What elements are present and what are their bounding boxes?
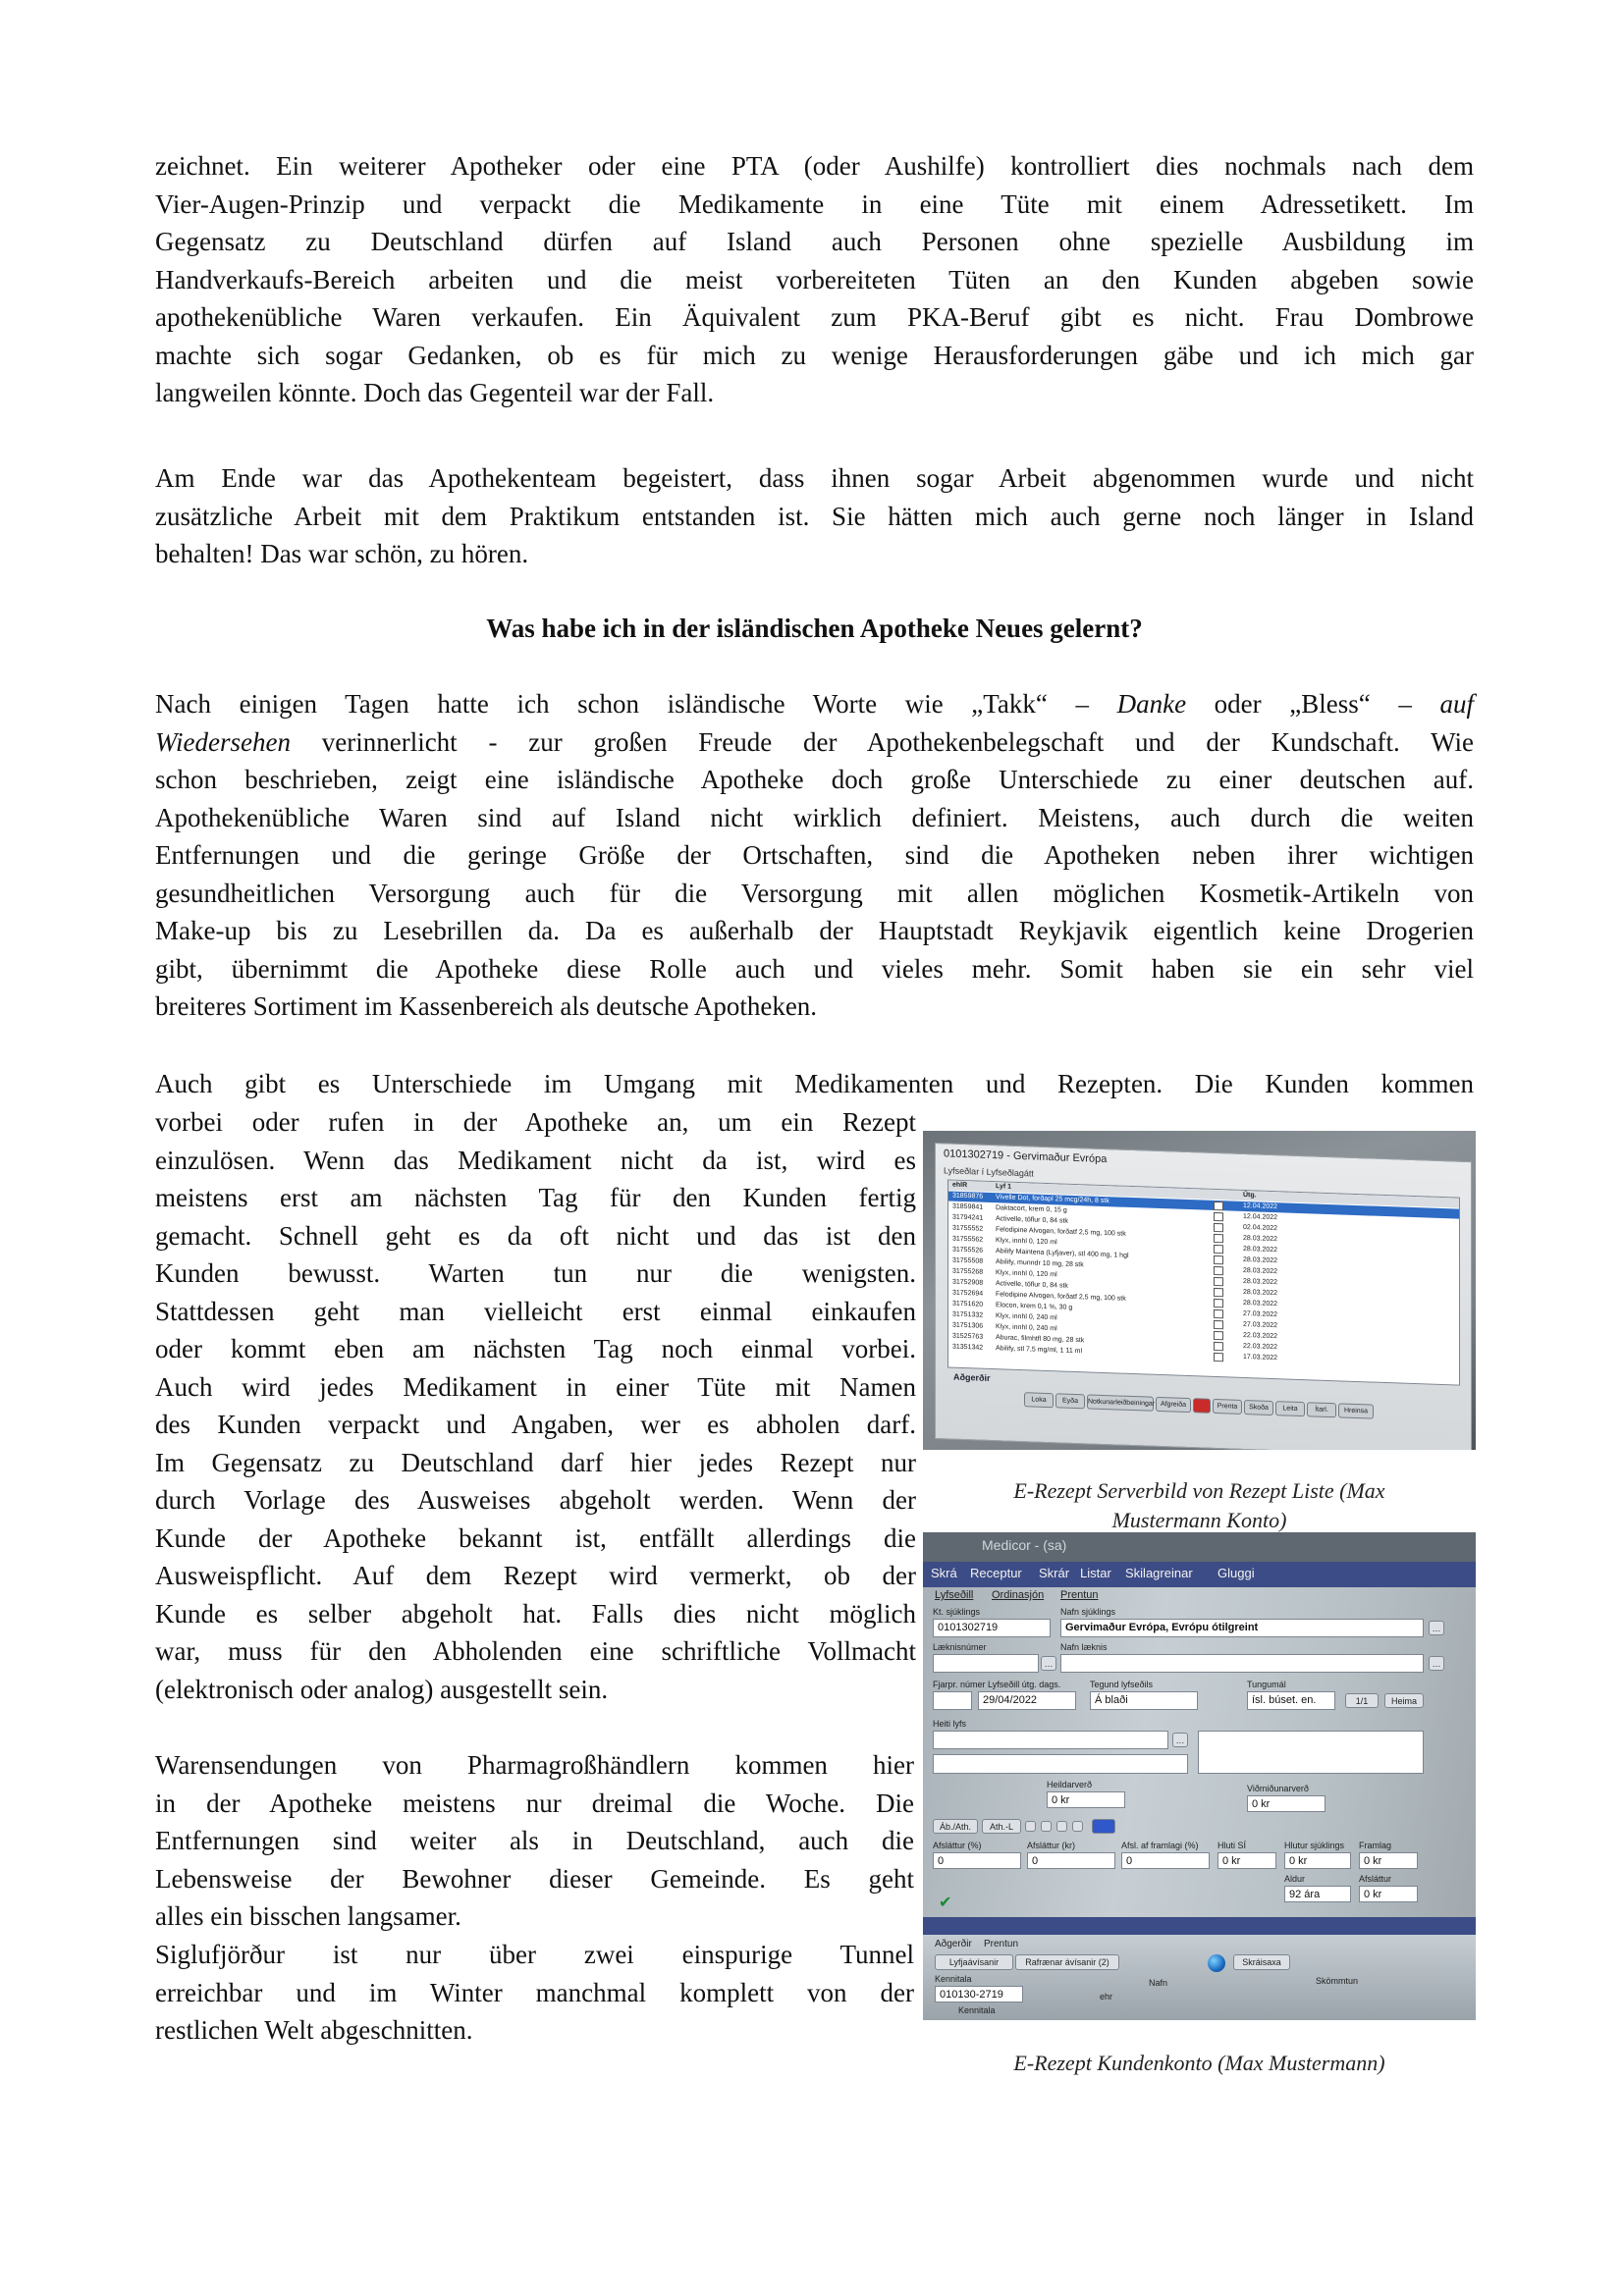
text-line: meistens erst am nächsten Tag für den Kunden fertig — [155, 1183, 916, 1212]
prescription-id: 31752908 — [952, 1278, 984, 1287]
emphasis-text: Danke — [1116, 689, 1187, 719]
drug-name: Abilify, munndr 10 mg, 28 stk — [996, 1258, 1084, 1269]
issue-date: 28.03.2022 — [1243, 1234, 1278, 1244]
section-heading: Was habe ich in der isländischen Apotheke Neues gelernt? — [486, 614, 1143, 643]
text-line: Kunden bewusst. Warten tun nur die wenigsten. — [155, 1258, 916, 1288]
emphasis-text: Wiedersehen — [155, 726, 291, 757]
row-checkbox[interactable] — [1214, 1277, 1223, 1286]
drug-name: Klyx, innhl 0, 120 ml — [996, 1237, 1057, 1247]
more-button[interactable]: … — [1429, 1656, 1444, 1671]
issue-date: 27.03.2022 — [1243, 1309, 1278, 1319]
tab-ordinasjon[interactable]: Ordinasjón — [992, 1589, 1045, 1601]
checkbox[interactable] — [1025, 1821, 1036, 1832]
issue-date: 22.03.2022 — [1243, 1331, 1278, 1341]
emphasis-text: auf — [1439, 689, 1475, 719]
caption-line: Mustermann Konto) — [1111, 1508, 1287, 1532]
menu-item[interactable]: Listar — [1080, 1566, 1111, 1580]
photo-caption-1 — [923, 1476, 1476, 1535]
field-label: Heildarverð — [1047, 1780, 1093, 1789]
text-line: schon beschrieben, zeigt eine isländische Apotheke doch große Unterschiede zu einer deutschen auf. — [155, 765, 1474, 794]
row-checkbox[interactable] — [1214, 1212, 1223, 1221]
prescription-id: 31755526 — [952, 1246, 984, 1255]
field-label: Tegund lyfseðils — [1090, 1680, 1154, 1689]
text-line: Lebensweise der Bewohner dieser Gemeinde. Es geht — [155, 1863, 914, 1894]
drug-name: Klyx, innhl 0, 120 ml — [996, 1269, 1057, 1279]
field-label: Fjarpr. númer Lyfseðill útg. dags. — [933, 1680, 1061, 1689]
page-indicator: 1/1 — [1345, 1693, 1379, 1708]
action-button[interactable]: Eyða — [1055, 1393, 1085, 1409]
tab-lyfsedill[interactable]: Lyfseðill — [935, 1589, 974, 1601]
column-header: Lyf 1 — [996, 1183, 1012, 1191]
field-label: Nafn sjúklings — [1060, 1607, 1116, 1617]
drug-name: Klyx, innhl 0, 240 ml — [996, 1312, 1057, 1322]
column-header: Útg. — [1243, 1191, 1257, 1200]
patient-share-field: 0 kr — [1284, 1852, 1351, 1869]
field-label: Viðmiðunarverð — [1247, 1784, 1309, 1793]
row-checkbox[interactable] — [1214, 1266, 1223, 1275]
field-label: Nafn læknis — [1060, 1642, 1108, 1652]
text-line — [155, 685, 1474, 723]
checkbox[interactable] — [1041, 1821, 1052, 1832]
text-line: Make-up bis zu Lesebrillen da. Da es außerhalb der Hauptstadt Reykjavik eigentlich keine Drogerien — [155, 916, 1474, 945]
text-line: Apothekenübliche Waren sind auf Island nicht wirklich definiert. Meistens, auch durch die weiten — [155, 802, 1474, 832]
menu-item[interactable]: Receptur — [970, 1566, 1022, 1580]
discount-percent-field[interactable]: 0 — [933, 1852, 1021, 1869]
row-checkbox[interactable] — [1214, 1353, 1223, 1362]
text-line: Ausweispflicht. Auf dem Rezept wird vermerkt, ob der — [155, 1561, 916, 1590]
issue-date: 12.04.2022 — [1243, 1212, 1278, 1222]
app-titlebar — [923, 1532, 1476, 1562]
field-label: Heiti lyfs — [933, 1719, 967, 1729]
menu-item[interactable]: Skrá — [931, 1566, 957, 1580]
row-checkbox[interactable] — [1214, 1245, 1223, 1254]
reference-price-field: 0 kr — [1247, 1795, 1325, 1812]
doctor-number-field[interactable] — [933, 1654, 1039, 1673]
issue-date: 27.03.2022 — [1243, 1320, 1278, 1330]
prescription-id: 31755508 — [952, 1256, 984, 1265]
prescription-id: 31751332 — [952, 1310, 984, 1319]
text-segment: oder „Bless“ – — [1186, 689, 1440, 719]
text-line: breiteres Sortiment im Kassenbereich als deutsche Apotheken. — [155, 991, 818, 1021]
contribution-field: 0 kr — [1359, 1852, 1418, 1869]
prescription-table — [947, 1179, 1460, 1385]
share-discount-field[interactable]: 0 — [1121, 1852, 1210, 1869]
text-segment: Nach einigen Tagen hatte ich schon isländische Worte wie „Takk“ – — [155, 689, 1117, 719]
prescription-list-photo — [923, 1131, 1476, 1450]
field-label: Hluti SÍ — [1217, 1841, 1247, 1850]
prescription-id: 31859841 — [952, 1202, 984, 1211]
text-line: einzulösen. Wenn das Medikament nicht da ist, wird es — [155, 1145, 916, 1175]
text-line: erreichbar und im Winter manchmal komplett von der — [155, 1977, 914, 2007]
home-button[interactable]: Heima — [1384, 1693, 1424, 1708]
field-label: Læknisnúmer — [933, 1642, 987, 1652]
issue-date-field[interactable]: 29/04/2022 — [978, 1691, 1076, 1710]
drug-name: Activelle, töflur 0, 84 stk — [996, 1280, 1068, 1290]
prescription-id: 31751620 — [952, 1300, 984, 1308]
prescription-id: 31755268 — [952, 1267, 984, 1276]
text-line: langweilen könnte. Doch das Gegenteil war der Fall. — [155, 378, 715, 407]
si-share-field: 0 kr — [1217, 1852, 1276, 1869]
text-line: gesundheitlichen Versorgung auch für die Versorgung mit allen möglichen Kosmetik-Artikeln von — [155, 878, 1474, 908]
drug-name: Aburac, filmhtfl 80 mg, 28 stk — [996, 1334, 1085, 1345]
row-checkbox[interactable] — [1214, 1320, 1223, 1329]
photo-caption-2: E-Rezept Kundenkonto (Max Mustermann) — [1013, 2051, 1385, 2075]
text-line: gemacht. Schnell geht es da oft nicht und das ist den — [155, 1220, 916, 1251]
prescription-id: 31351342 — [952, 1343, 984, 1352]
confirm-check-icon[interactable]: ✔ — [939, 1893, 952, 1911]
text-line: Handverkaufs-Bereich arbeiten und die meist vorbereiteten Tüten an den Kunden abgeben sowie — [155, 264, 1474, 294]
menu-item[interactable]: Skrár — [1039, 1566, 1070, 1580]
drug-name-field[interactable] — [933, 1731, 1168, 1749]
doctor-name-field[interactable] — [1060, 1654, 1424, 1673]
text-line: Siglufjörður ist nur über zwei einspurige Tunnel — [155, 1940, 914, 1969]
row-checkbox[interactable] — [1214, 1255, 1223, 1264]
issue-date: 12.04.2022 — [1243, 1201, 1278, 1211]
action-button[interactable]: Hreinsa — [1338, 1403, 1374, 1418]
drug-name: Felodipine Alvogen, forðatf 2,5 mg, 100 stk — [996, 1226, 1126, 1238]
window-subtitle: Lyfseðlar í Lyfseðlagátt — [944, 1165, 1034, 1179]
more-button[interactable]: … — [1429, 1621, 1444, 1635]
field-label: Afsláttur (kr) — [1027, 1841, 1076, 1850]
language-select[interactable]: ísl. búset. en. — [1247, 1691, 1335, 1710]
issue-date: 28.03.2022 — [1243, 1277, 1278, 1287]
drug-name: Felodipine Alvogen, forðatf 2,5 mg, 100 stk — [996, 1291, 1126, 1303]
prescription-id: 31755552 — [952, 1224, 984, 1233]
issue-date: 28.03.2022 — [1243, 1245, 1278, 1255]
bottom-bar — [923, 1917, 1476, 1935]
selected-toggle[interactable] — [1092, 1819, 1115, 1834]
text-line: Stattdessen geht man vielleicht erst einmal einkaufen — [155, 1296, 916, 1326]
field-label: Tungumál — [1247, 1680, 1286, 1689]
ab-ath-button[interactable]: Áb./Ath. — [933, 1819, 978, 1834]
prescription-lookup-panel — [923, 1935, 1476, 2020]
prescription-id: 31794241 — [952, 1213, 984, 1222]
text-line: oder kommt eben am nächsten Tag noch einmal vorbei. — [155, 1334, 916, 1363]
checkbox[interactable] — [1056, 1821, 1067, 1832]
prescription-type-select[interactable]: Á blaði — [1090, 1691, 1198, 1710]
text-line: alles ein bisschen langsamer. — [155, 1901, 461, 1931]
text-line: zusätzliche Arbeit mit dem Praktikum entstanden ist. Sie hätten mich auch gerne noch länger in Island — [155, 501, 1474, 531]
paragraph-6 — [155, 1936, 914, 2050]
more-button[interactable]: … — [1041, 1656, 1056, 1671]
menu-item[interactable]: Gluggi — [1217, 1566, 1255, 1580]
actions-label: Aðgerðir — [953, 1371, 991, 1383]
issue-date: 22.03.2022 — [1243, 1342, 1278, 1352]
action-button[interactable]: Ítarl. — [1307, 1402, 1336, 1417]
paragraph-4-first-line — [155, 1065, 1474, 1103]
ath-l-button[interactable]: Ath.-L — [982, 1819, 1021, 1834]
age-field: 92 ára — [1284, 1886, 1351, 1902]
issue-date: 28.03.2022 — [1243, 1299, 1278, 1308]
row-checkbox[interactable] — [1214, 1309, 1223, 1318]
text-line: restlichen Welt abgeschnitten. — [155, 2015, 473, 2045]
text-line — [155, 723, 1474, 762]
drug-name: Elocon, krem 0,1 %, 30 g — [996, 1302, 1073, 1311]
text-line: Auch gibt es Unterschiede im Umgang mit Medikamenten und Rezepten. Die Kunden kommen — [155, 1069, 1474, 1098]
text-line: gibt, übernimmt die Apotheke diese Rolle auch und vieles mehr. Somit haben sie ein sehr viel — [155, 953, 1474, 984]
tab-e-prescriptions[interactable]: Rafrænar ávísanir (2) — [1015, 1954, 1119, 1970]
text-line: Entfernungen sind weiter als in Deutschland, auch die — [155, 1826, 914, 1855]
text-line: behalten! Das war schön, zu hören. — [155, 539, 529, 568]
text-line: Kunde es selber abgeholt hat. Falls dies nicht möglich — [155, 1598, 916, 1629]
column-header: ehlR — [952, 1181, 968, 1190]
total-price-field: 0 kr — [1047, 1791, 1125, 1808]
text-line: war, muss für den Abholenden eine schriftliche Vollmacht — [155, 1636, 916, 1666]
column-header: Skömmtun — [1316, 1976, 1359, 1986]
text-line: (elektronisch oder analog) ausgestellt sein. — [155, 1674, 609, 1704]
text-line: des Kunden verpackt und Angaben, wer es abholen darf. — [155, 1410, 916, 1439]
globe-icon[interactable] — [1208, 1954, 1225, 1972]
drug-name: Daktacort, krem 0, 15 g — [996, 1204, 1067, 1214]
action-button[interactable]: Afgreiða — [1156, 1397, 1191, 1413]
text-line: Kunde der Apotheke bekannt ist, entfällt allerdings die — [155, 1522, 916, 1553]
column-header: ehr — [1100, 1992, 1113, 2002]
text-line: Im Gegensatz zu Deutschland darf hier jedes Rezept nur — [155, 1447, 916, 1477]
drug-detail-field[interactable] — [933, 1754, 1188, 1774]
paragraph-3 — [155, 685, 1474, 1026]
text-line: Entfernungen und die geringe Größe der Ortschaften, sind die Apotheken neben ihrer wichtigen — [155, 840, 1474, 870]
action-button[interactable] — [1193, 1398, 1211, 1414]
column-header: Kennitala — [958, 2005, 996, 2015]
text-line: Warensendungen von Pharmagroßhändlern kommen hier — [155, 1750, 914, 1780]
row-checkbox[interactable] — [1214, 1342, 1223, 1351]
action-button[interactable]: Notkunarleiðbeiningar — [1087, 1394, 1154, 1411]
patient-id-field[interactable]: 0101302719 — [933, 1619, 1051, 1637]
field-label: Afsl. af framlagi (%) — [1121, 1841, 1199, 1850]
row-checkbox[interactable] — [1214, 1201, 1223, 1210]
tab-row — [923, 1587, 1476, 1605]
field-label: Framlag — [1359, 1841, 1392, 1850]
text-line: apothekenübliche Waren verkaufen. Ein Äquivalent zum PKA-Beruf gibt es nicht. Frau Dombrowe — [155, 302, 1474, 332]
field-label: Kt. sjúklings — [933, 1607, 981, 1617]
row-checkbox[interactable] — [1214, 1288, 1223, 1297]
paragraph-5 — [155, 1746, 914, 1936]
field-label: Hlutur sjúklings — [1284, 1841, 1345, 1850]
field-label: Afsláttur — [1359, 1874, 1392, 1884]
prescription-id: 31752694 — [952, 1289, 984, 1298]
tab-prentun[interactable]: Prentun — [1060, 1589, 1099, 1601]
text-line: vorbei oder rufen in der Apotheke an, um ein Rezept — [155, 1107, 916, 1137]
bottom-tab-print[interactable]: Prentun — [984, 1939, 1019, 1949]
field-label: Afsláttur (%) — [933, 1841, 982, 1850]
kennitala-field[interactable]: 010130-2719 — [935, 1986, 1023, 2002]
menu-item[interactable]: Skilagreinar — [1125, 1566, 1193, 1580]
notes-field[interactable] — [1198, 1731, 1424, 1774]
row-checkbox[interactable] — [1214, 1234, 1223, 1243]
action-button[interactable]: Loka — [1024, 1392, 1054, 1408]
checkbox[interactable] — [1072, 1821, 1083, 1832]
paragraph-2 — [155, 459, 1474, 573]
text-line: machte sich sogar Gedanken, ob es für mich zu wenige Herausforderungen gäbe und ich mich gar — [155, 340, 1474, 370]
action-button[interactable]: Skoða — [1244, 1400, 1273, 1415]
action-button[interactable]: Leita — [1275, 1401, 1305, 1416]
text-line: Auch wird jedes Medikament in einer Tüte mit Namen — [155, 1371, 916, 1402]
window-title: 0101302719 - Gervimaður Evrópa — [944, 1148, 1108, 1166]
column-header: Nafn — [1149, 1978, 1168, 1988]
drug-name: Vivelle Dot, forðapl 25 mcg/24h, 8 stk — [996, 1194, 1109, 1205]
tab-prescriptions[interactable]: Lyfjaávísanir — [935, 1954, 1013, 1970]
row-checkbox[interactable] — [1214, 1223, 1223, 1232]
text-line: zeichnet. Ein weiterer Apotheker oder eine PTA (oder Aushilfe) kontrolliert dies nochmals nach dem — [155, 151, 1474, 181]
text-segment: verinnerlicht - zur großen Freude der Apothekenbelegschaft und der Kundschaft. Wie — [290, 726, 1474, 757]
text-line: Vier-Augen-Prinzip und verpackt die Medikamente in eine Tüte mit einem Adressetikett. Im — [155, 188, 1474, 219]
column-header: Kennitala — [935, 1974, 972, 1984]
row-checkbox[interactable] — [1214, 1299, 1223, 1308]
customer-account-photo — [923, 1532, 1476, 2020]
issue-date: 28.03.2022 — [1243, 1288, 1278, 1298]
paragraph-1 — [155, 147, 1474, 412]
row-checkbox[interactable] — [1214, 1331, 1223, 1340]
prescription-id: 31755562 — [952, 1235, 984, 1244]
drug-name: Activelle, töflur 0, 84 stk — [996, 1215, 1068, 1225]
text-line: durch Vorlage des Ausweises abgeholt werden. Wenn der — [155, 1485, 916, 1515]
patient-name-field[interactable]: Gervimaður Evrópa, Evrópu ótilgreint — [1060, 1619, 1424, 1637]
drug-name: Klyx, innhl 0, 240 ml — [996, 1323, 1057, 1333]
prescription-list-window — [935, 1143, 1472, 1450]
issue-date: 02.04.2022 — [1243, 1223, 1278, 1233]
drug-name: Abilify Maintena (Lyfjaver), stl 400 mg, 1 hgl — [996, 1248, 1129, 1259]
app-title: Medicor - (sa) — [982, 1537, 1067, 1553]
paragraph-4 — [155, 1103, 916, 1708]
issue-date: 17.03.2022 — [1243, 1353, 1278, 1362]
prescription-id: 31859876 — [952, 1192, 984, 1201]
text-line: Gegensatz zu Deutschland dürfen auf Island auch Personen ohne spezielle Ausbildung im — [155, 227, 1474, 256]
prescription-id: 31751306 — [952, 1321, 984, 1330]
search-button[interactable]: Skráisaxa — [1233, 1954, 1290, 1970]
prescription-id: 31525763 — [952, 1332, 984, 1341]
action-button[interactable]: Prenta — [1213, 1399, 1242, 1415]
issue-date: 28.03.2022 — [1243, 1255, 1278, 1265]
bottom-tab-actions[interactable]: Aðgerðir — [935, 1939, 972, 1949]
remote-number-field[interactable] — [933, 1691, 972, 1710]
field-label: Aldur — [1284, 1874, 1306, 1884]
drug-name: Abilify, stl 7,5 mg/ml, 1 11 ml — [996, 1345, 1083, 1356]
text-line: Am Ende war das Apothekenteam begeistert, dass ihnen sogar Arbeit abgenommen wurde und nicht — [155, 463, 1474, 493]
more-button[interactable]: … — [1172, 1733, 1188, 1747]
caption-line: E-Rezept Serverbild von Rezept Liste (Max — [1013, 1478, 1385, 1503]
menu-bar — [923, 1562, 1476, 1587]
issue-date: 28.03.2022 — [1243, 1266, 1278, 1276]
text-line: in der Apotheke meistens nur dreimal die Woche. Die — [155, 1788, 914, 1818]
discount-right-field: 0 kr — [1359, 1886, 1418, 1902]
discount-kr-field[interactable]: 0 — [1027, 1852, 1115, 1869]
